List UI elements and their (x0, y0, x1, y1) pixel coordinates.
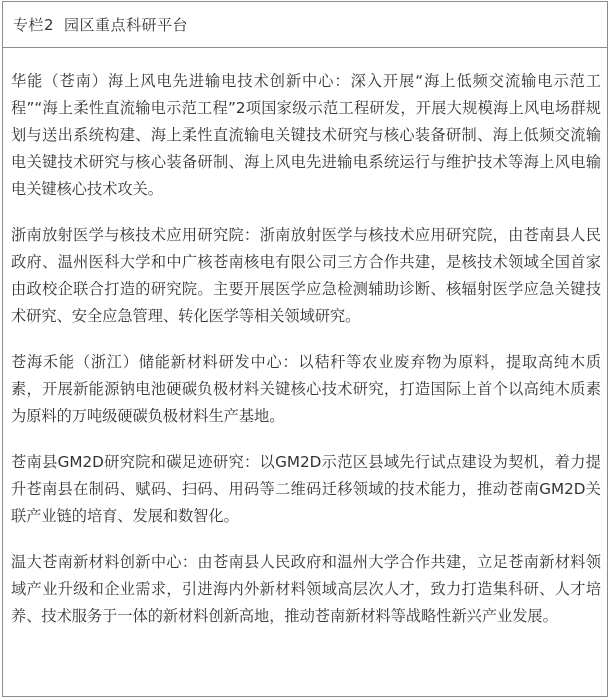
entry-energy-storage-materials-center: 苍海禾能（浙江）储能新材料研发中心：以秸秆等农业废弃物为原料，提取高纯木质素，开展新能源钠电池硬碳负极材料关键核心技术研究，打造国际上首个以高纯木质素为原料的万吨级硬碳负极材料生产基地。 (11, 353, 601, 425)
entry-radiation-medicine-institute: 浙南放射医学与核技术应用研究院：浙南放射医学与核技术应用研究院，由苍南县人民政府、温州医科大学和中广核苍南核电有限公司三方合作共建，是核技术领域全国首家由政校企联合打造的研究院。主要开展医学应急检测辅助诊断、核辐射医学应急关键技术研究、安全应急管理、转化医学等相关领域研究。 (11, 226, 601, 325)
entry-gm2d-institute: 苍南县GM2D研究院和碳足迹研究：以GM2D示范区县域先行试点建设为契机，着力提升苍南县在制码、赋码、扫码、用码等二维码迁移领域的技术能力，推动苍南GM2D关联产业链的培育、发展和数智化。 (11, 453, 601, 525)
column-title: 园区重点科研平台 (64, 16, 189, 34)
entry-huaneng-wind-power-center: 华能（苍南）海上风电先进输电技术创新中心：深入开展“海上低频交流输电示范工程”“海上柔性直流输电示范工程”2项国家级示范工程研发，开展大规模海上风电场群规划与送出系统构建、海上柔性直流输电关键技术研究与核心装备研制、海上低频交流输电关键技术研究与核心装备研制、海上风电先进输电系统运行与维护技术等海上风电输电关键核心技术攻关。 (11, 72, 601, 198)
column-label: 专栏2 (13, 16, 55, 34)
panel-body (3, 48, 607, 630)
entry-new-materials-innovation-center: 温大苍南新材料创新中心：由苍南县人民政府和温州大学合作共建，立足苍南新材料领域产业升级和企业需求，引进海内外新材料领域高层次人才，致力打造集科研、人才培养、技术服务于一体的新材料创新高地，推动苍南新材料等战略性新兴产业发展。 (11, 553, 601, 625)
panel-header (3, 2, 607, 48)
column-panel (2, 1, 608, 697)
